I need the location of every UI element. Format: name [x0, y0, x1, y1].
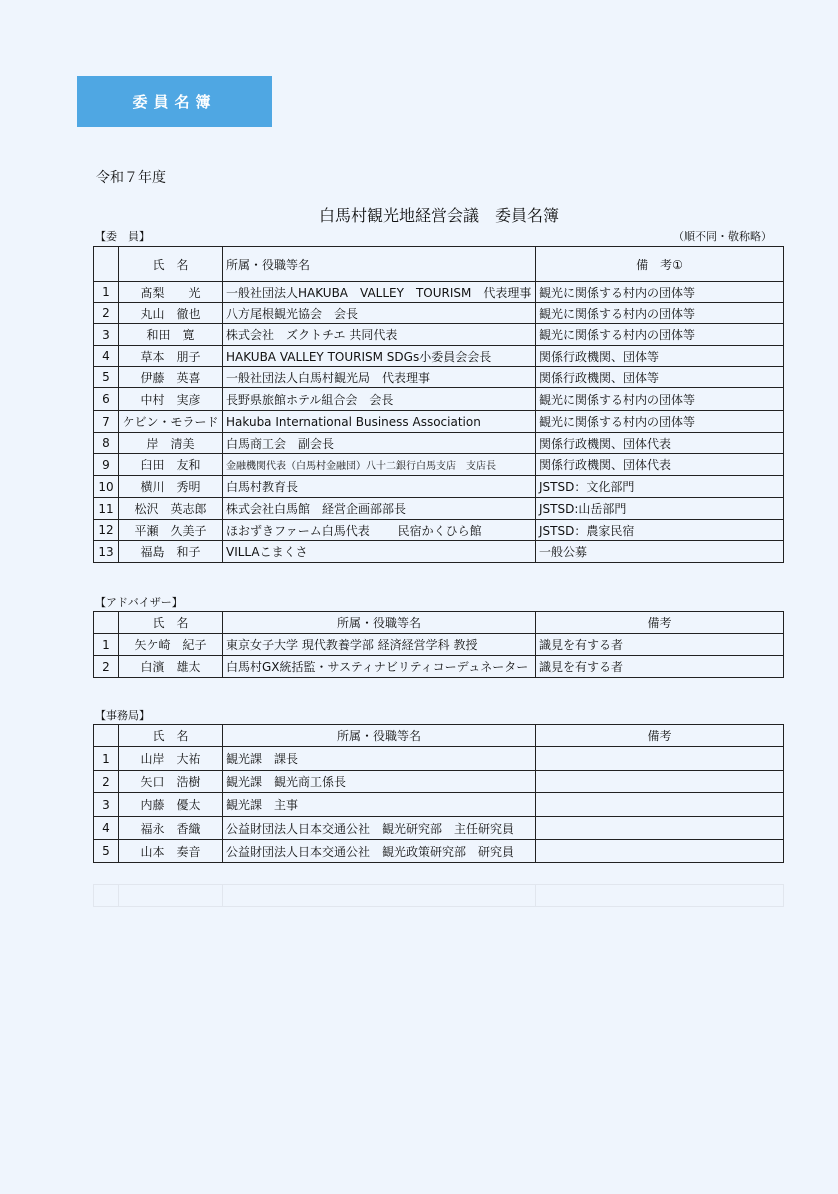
table-row — [94, 282, 784, 303]
member-affiliation: Hakuba International Business Association — [223, 411, 536, 433]
member-name: ケビン・モラード — [119, 411, 223, 433]
table-row — [94, 817, 784, 840]
header-remark: 備考 — [536, 725, 784, 747]
blank-cell — [119, 885, 223, 907]
header-no — [94, 247, 119, 282]
member-remark: 一般公募 — [536, 541, 784, 563]
member-affiliation: 八方尾根観光協会 会長 — [223, 303, 536, 324]
member-affiliation: 東京女子大学 現代教養学部 経済経営学科 教授 — [223, 634, 536, 656]
table-row — [94, 520, 784, 541]
row-number: 7 — [94, 411, 119, 433]
table-row — [94, 747, 784, 771]
member-affiliation: 白馬村GX統括監・サスティナビリティコーデュネーター — [223, 656, 536, 678]
row-number: 12 — [94, 520, 119, 541]
member-name: 山岸 大祐 — [119, 747, 223, 771]
document-title: 白馬村観光地経営会議 委員名簿 — [318, 206, 559, 225]
member-remark — [536, 817, 784, 840]
member-name: 福島 和子 — [119, 541, 223, 563]
member-remark: JSTSD：農家民宿 — [536, 520, 784, 541]
row-number: 6 — [94, 388, 119, 411]
committee-label: 【委 員】 — [95, 230, 150, 243]
table-row — [94, 771, 784, 793]
member-affiliation: 金融機関代表（白馬村金融団）八十二銀行白馬支店 支店長 — [223, 454, 536, 476]
member-affiliation: 一般社団法人白馬村観光局 代表理事 — [223, 367, 536, 388]
member-affiliation: 一般社団法人HAKUBA VALLEY TOURISM 代表理事 — [223, 282, 536, 303]
header-org: 所属・役職等名 — [223, 247, 536, 282]
header-no — [94, 612, 119, 634]
member-remark: 観光に関係する村内の団体等 — [536, 303, 784, 324]
member-remark: 観光に関係する村内の団体等 — [536, 282, 784, 303]
header-name: 氏 名 — [119, 612, 223, 634]
row-number: 1 — [94, 747, 119, 771]
member-remark — [536, 793, 784, 817]
secretariat-label: 【事務局】 — [95, 709, 150, 722]
table-row — [94, 541, 784, 563]
member-remark: JSTSD:山岳部門 — [536, 498, 784, 520]
table-row — [94, 793, 784, 817]
member-remark: 観光に関係する村内の団体等 — [536, 388, 784, 411]
advisor-label: 【アドバイザー】 — [95, 596, 183, 609]
table-row — [94, 388, 784, 411]
header-name: 氏 名 — [119, 725, 223, 747]
table-row — [94, 840, 784, 863]
row-number: 1 — [94, 634, 119, 656]
header-remark: 備 考① — [536, 247, 784, 282]
blank-cell — [536, 885, 784, 907]
section-banner: 委員名簿 — [77, 76, 272, 127]
member-remark — [536, 840, 784, 863]
member-remark — [536, 771, 784, 793]
member-name: 白濱 雄太 — [119, 656, 223, 678]
row-number: 3 — [94, 324, 119, 346]
member-affiliation: 公益財団法人日本交通公社 観光政策研究部 研究員 — [223, 840, 536, 863]
header-org: 所属・役職等名 — [223, 725, 536, 747]
member-name: 和田 寛 — [119, 324, 223, 346]
member-name: 中村 実彦 — [119, 388, 223, 411]
committee-table — [93, 246, 784, 563]
table-row — [94, 324, 784, 346]
row-number: 13 — [94, 541, 119, 563]
header-remark: 備考 — [536, 612, 784, 634]
table-row — [94, 346, 784, 367]
row-number: 2 — [94, 303, 119, 324]
blank-cell — [94, 885, 119, 907]
row-number: 4 — [94, 817, 119, 840]
row-number: 10 — [94, 476, 119, 498]
table-row — [94, 367, 784, 388]
table-row — [94, 634, 784, 656]
member-name: 臼田 友和 — [119, 454, 223, 476]
table-row — [94, 656, 784, 678]
member-name: 伊藤 英喜 — [119, 367, 223, 388]
blank-cell — [223, 885, 536, 907]
member-affiliation: 観光課 課長 — [223, 747, 536, 771]
table-row — [94, 411, 784, 433]
member-name: 岸 清美 — [119, 433, 223, 454]
member-name: 横川 秀明 — [119, 476, 223, 498]
header-name: 氏 名 — [119, 247, 223, 282]
row-number: 2 — [94, 771, 119, 793]
row-number: 5 — [94, 840, 119, 863]
row-number: 3 — [94, 793, 119, 817]
member-affiliation: 株式会社 ズクトチエ 共同代表 — [223, 324, 536, 346]
member-remark: 観光に関係する村内の団体等 — [536, 411, 784, 433]
member-remark: 関係行政機関、団体等 — [536, 346, 784, 367]
row-number: 1 — [94, 282, 119, 303]
table-row — [94, 454, 784, 476]
member-affiliation: 白馬商工会 副会長 — [223, 433, 536, 454]
member-remark: 識見を有する者 — [536, 656, 784, 678]
member-name: 草本 朋子 — [119, 346, 223, 367]
member-name: 平瀬 久美子 — [119, 520, 223, 541]
row-number: 5 — [94, 367, 119, 388]
row-number: 4 — [94, 346, 119, 367]
table-row — [94, 303, 784, 324]
member-name: 丸山 徹也 — [119, 303, 223, 324]
member-affiliation: HAKUBA VALLEY TOURISM SDGs小委員会会長 — [223, 346, 536, 367]
member-affiliation: ほおずきファーム白馬代表 民宿かくひら館 — [223, 520, 536, 541]
row-number: 11 — [94, 498, 119, 520]
member-remark: 関係行政機関、団体等 — [536, 367, 784, 388]
member-affiliation: 観光課 観光商工係長 — [223, 771, 536, 793]
advisor-table — [93, 611, 784, 678]
member-name: 矢ケ崎 紀子 — [119, 634, 223, 656]
member-remark: 観光に関係する村内の団体等 — [536, 324, 784, 346]
member-affiliation: 公益財団法人日本交通公社 観光研究部 主任研究員 — [223, 817, 536, 840]
member-affiliation: VILLAこまくさ — [223, 541, 536, 563]
blank-row — [94, 885, 784, 907]
table-row — [94, 476, 784, 498]
order-note: （順不同・敬称略） — [673, 230, 772, 243]
member-name: 福永 香織 — [119, 817, 223, 840]
table-row — [94, 498, 784, 520]
row-number: 9 — [94, 454, 119, 476]
member-affiliation: 株式会社白馬館 経営企画部部長 — [223, 498, 536, 520]
member-remark: 関係行政機関、団体代表 — [536, 454, 784, 476]
table-row — [94, 433, 784, 454]
member-name: 松沢 英志郎 — [119, 498, 223, 520]
row-number: 8 — [94, 433, 119, 454]
member-remark: 識見を有する者 — [536, 634, 784, 656]
member-remark: JSTSD：文化部門 — [536, 476, 784, 498]
fiscal-year: 令和７年度 — [96, 170, 166, 186]
member-affiliation: 長野県旅館ホテル組合会 会長 — [223, 388, 536, 411]
member-name: 内藤 優太 — [119, 793, 223, 817]
secretariat-table — [93, 724, 784, 863]
member-affiliation: 観光課 主事 — [223, 793, 536, 817]
blank-row-table — [93, 884, 784, 907]
header-org: 所属・役職等名 — [223, 612, 536, 634]
member-remark — [536, 747, 784, 771]
member-name: 矢口 浩樹 — [119, 771, 223, 793]
member-name: 山本 奏音 — [119, 840, 223, 863]
member-remark: 関係行政機関、団体代表 — [536, 433, 784, 454]
member-affiliation: 白馬村教育長 — [223, 476, 536, 498]
row-number: 2 — [94, 656, 119, 678]
header-no — [94, 725, 119, 747]
member-name: 髙梨 光 — [119, 282, 223, 303]
